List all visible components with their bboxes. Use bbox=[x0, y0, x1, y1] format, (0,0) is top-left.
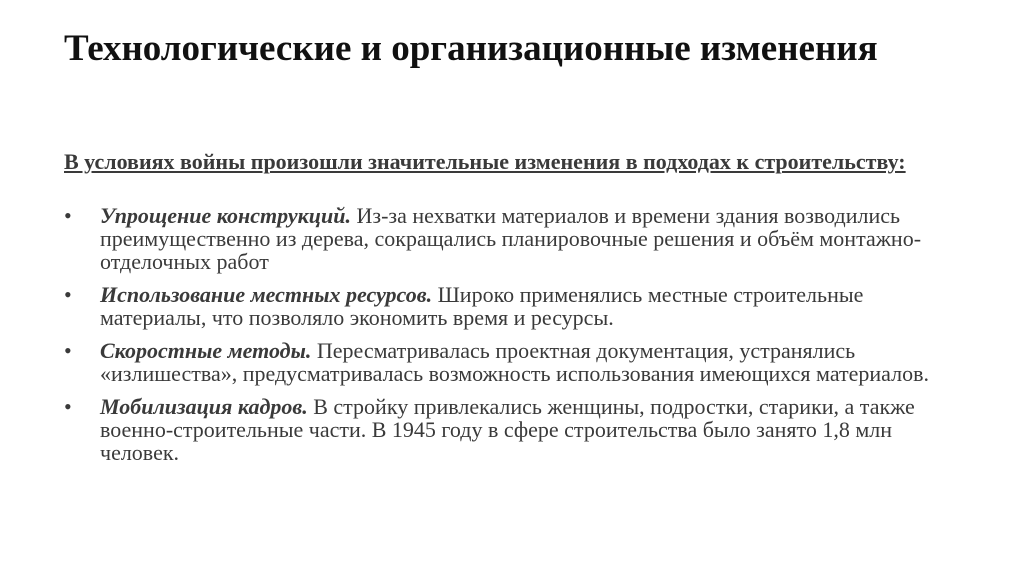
bullet-text: Широко применялись местные строительные материалы, что позволяло экономить время и ресурсы. bbox=[100, 282, 864, 330]
bullet-lead: Мобилизация кадров. bbox=[100, 394, 308, 419]
bullet-item bbox=[64, 204, 964, 273]
bullet-icon: • bbox=[64, 282, 72, 307]
bullet-text: Из-за нехватки материалов и времени здания возводились преимущественно из дерева, сокращались планировочные решения и объём монтажно-отделочных работ bbox=[100, 203, 922, 274]
bullet-list bbox=[64, 204, 964, 474]
bullet-item bbox=[64, 395, 964, 464]
bullet-item bbox=[64, 283, 964, 329]
bullet-icon: • bbox=[64, 394, 72, 419]
bullet-lead: Упрощение конструкций. bbox=[100, 203, 351, 228]
bullet-lead: Скоростные методы. bbox=[100, 338, 312, 363]
bullet-lead: Использование местных ресурсов. bbox=[100, 282, 433, 307]
bullet-icon: • bbox=[64, 338, 72, 363]
slide-title: Технологические и организационные изменения bbox=[64, 28, 878, 69]
bullet-text: Пересматривалась проектная документация, устранялись «излишества», предусматривалась возможность использования имеющихся материалов. bbox=[100, 338, 929, 386]
intro-text: В условиях войны произошли значительные изменения в подходах к строительству: bbox=[64, 149, 906, 174]
bullet-icon: • bbox=[64, 203, 72, 228]
bullet-item bbox=[64, 339, 964, 385]
bullet-text: В стройку привлекались женщины, подростки, старики, а также военно-строительные части. В 1945 году в сфере строительства было занято 1,8 млн человек. bbox=[100, 394, 915, 465]
